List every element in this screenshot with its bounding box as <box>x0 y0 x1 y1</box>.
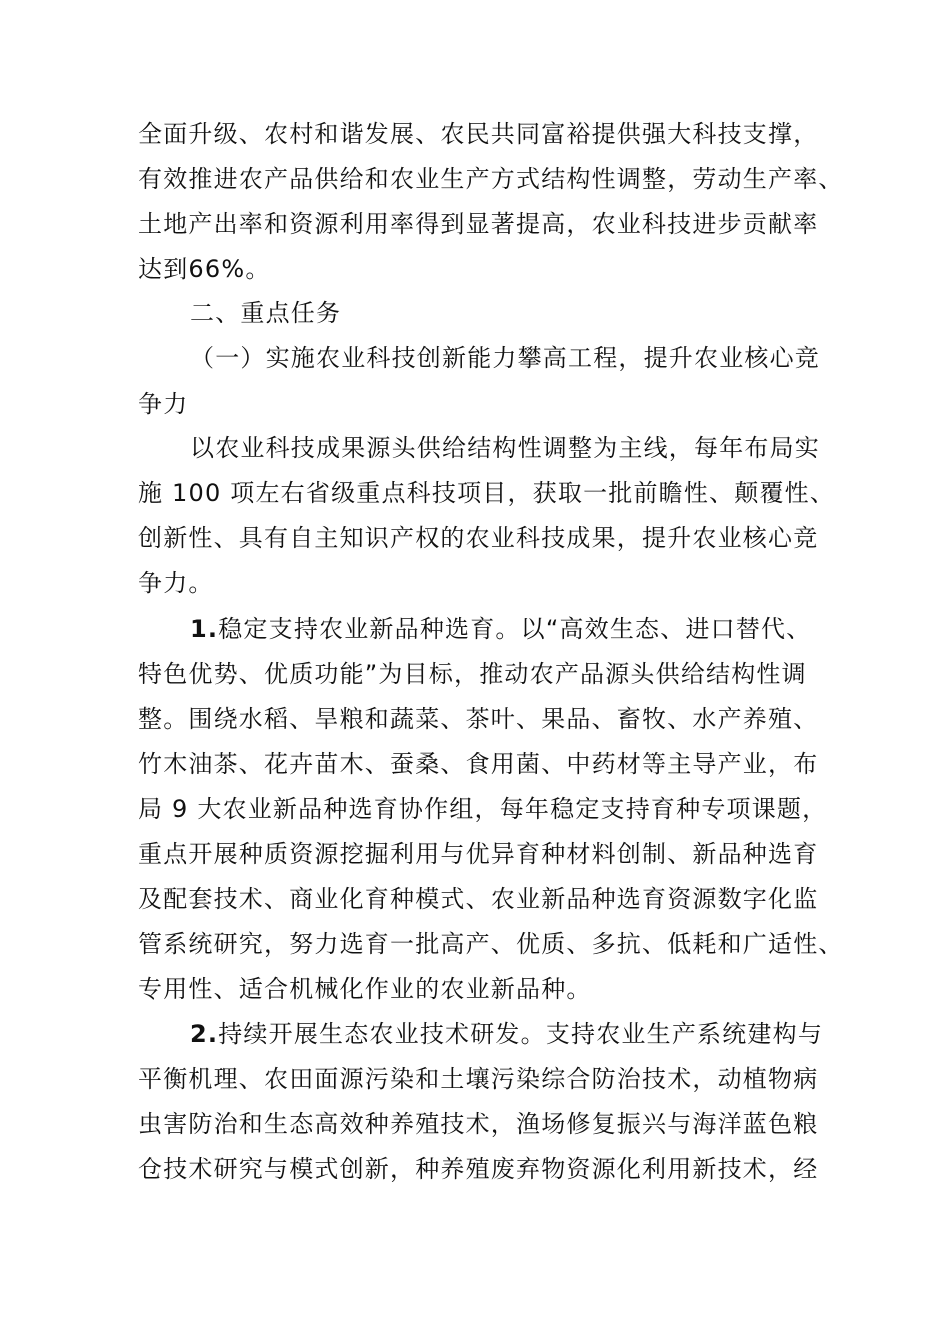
text-line: 竹木油茶、花卉苗木、蚕桑、食用菌、中药材等主导产业，布 <box>138 750 819 778</box>
subsection-heading: （一）实施农业科技创新能力攀高工程，提升农业核心竞 <box>190 344 820 372</box>
item-number: 2. <box>190 1020 219 1048</box>
text-line: 以农业科技成果源头供给结构性调整为主线，每年布局实 <box>190 434 820 462</box>
text-line: 虫害防治和生态高效种养殖技术，渔场修复振兴与海洋蓝色粮 <box>138 1110 819 1138</box>
text-line: 争力。 <box>138 569 214 597</box>
text-line: 管系统研究，努力选育一批高产、优质、多抗、低耗和广适性、 <box>138 930 844 958</box>
text-line: 达到66%。 <box>138 255 271 283</box>
section-heading: 二、重点任务 <box>190 299 342 327</box>
text-line: 重点开展种质资源挖掘利用与优异育种材料创制、新品种选育 <box>138 840 819 868</box>
text-line: 土地产出率和资源利用率得到显著提高，农业科技进步贡献率 <box>138 210 819 238</box>
text-line: 仓技术研究与模式创新，种养殖废弃物资源化利用新技术，经 <box>138 1155 819 1183</box>
numbered-paragraph-1 <box>190 614 811 644</box>
item-number: 1. <box>190 615 219 643</box>
text-line: 平衡机理、农田面源污染和土壤污染综合防治技术，动植物病 <box>138 1065 819 1093</box>
text-line: 局 9 大农业新品种选育协作组，每年稳定支持育种专项课题， <box>138 795 828 823</box>
paragraph-text: 稳定支持农业新品种选育。以“高效生态、进口替代、 <box>218 615 812 643</box>
text-line: 专用性、适合机械化作业的农业新品种。 <box>138 975 592 1003</box>
text-line: 及配套技术、商业化育种模式、农业新品种选育资源数字化监 <box>138 885 819 913</box>
text-line: 全面升级、农村和谐发展、农民共同富裕提供强大科技支撑， <box>138 120 819 148</box>
paragraph-text: 持续开展生态农业技术研发。支持农业生产系统建构与 <box>218 1020 824 1048</box>
text-line: 特色优势、优质功能”为目标，推动农产品源头供给结构性调 <box>138 660 807 688</box>
numbered-paragraph-2 <box>190 1019 823 1049</box>
text-line: 有效推进农产品供给和农业生产方式结构性调整，劳动生产率、 <box>138 165 844 193</box>
text-line: 施 100 项左右省级重点科技项目，获取一批前瞻性、颠覆性、 <box>138 479 836 507</box>
subsection-heading-cont: 争力 <box>138 390 189 418</box>
text-line: 创新性、具有自主知识产权的农业科技成果，提升农业核心竞 <box>138 524 819 552</box>
text-line: 整。围绕水稻、旱粮和蔬菜、茶叶、果品、畜牧、水产养殖、 <box>138 705 819 733</box>
